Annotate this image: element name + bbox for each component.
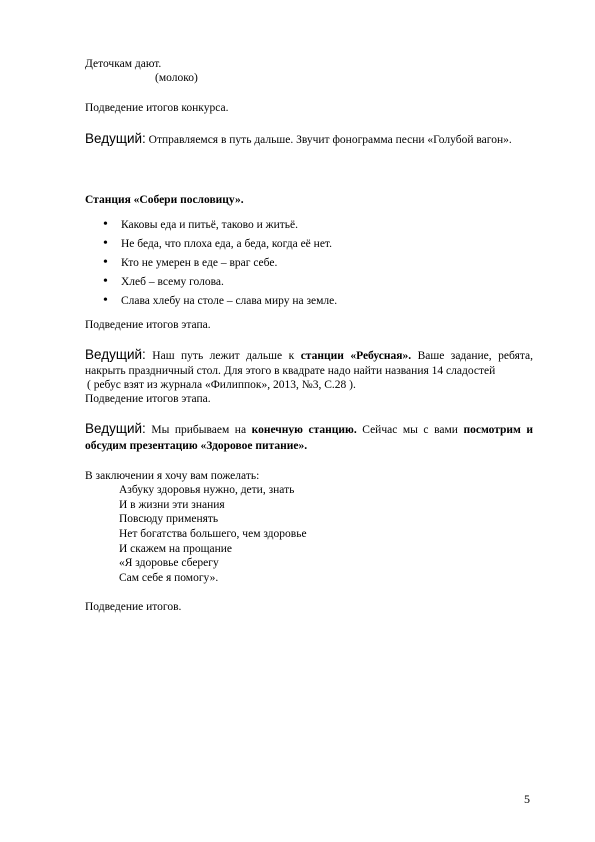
host-text: Отправляемся в путь дальше. Звучит фонограмма песни «Голубой вагон». <box>148 134 512 146</box>
station-title-text: Станция «Собери пословицу». <box>85 194 244 206</box>
poem <box>119 483 307 586</box>
summary-contest: Подведение итогов конкурса. <box>85 102 229 114</box>
farewell-intro: В заключении я хочу вам пожелать: <box>85 470 260 482</box>
list-item: • Слава хлебу на столе – слава миру на земле. <box>103 294 337 313</box>
list-item: • Кто не умерен в еде – враг себе. <box>103 256 337 275</box>
host-label: Ведущий: <box>85 421 146 436</box>
poem-line: Повсюду применять <box>119 513 219 526</box>
summary-stage-1: Подведение итогов этапа. <box>85 319 211 331</box>
summary-final: Подведение итогов. <box>85 601 182 613</box>
host-line-3 <box>85 422 533 437</box>
answer-milk: (молоко) <box>155 72 198 84</box>
page-number: 5 <box>524 792 530 806</box>
list-item: • Хлеб – всему голова. <box>103 275 337 294</box>
poem-line: И скажем на прощание <box>119 542 233 555</box>
final-station: конечную станцию. <box>251 424 357 436</box>
text-line-kids-give: Деточкам дают. <box>85 58 162 70</box>
host-text: Ваше задание, ребята, <box>417 350 533 362</box>
host-label: Ведущий: <box>85 347 146 362</box>
list-item: • Не беда, что плоха еда, а беда, когда её нет. <box>103 237 337 256</box>
poem-line: Сам себе я помогу». <box>119 572 219 585</box>
proverb-list <box>103 218 337 313</box>
host-line-1 <box>85 132 512 147</box>
host-label: Ведущий: <box>85 131 146 146</box>
poem-line: «Я здоровье сберегу <box>119 557 219 570</box>
rebus-source: ( ребус взят из журнала «Филиппок», 2013, №3, С.28 ). <box>87 379 356 391</box>
host-text: Наш путь лежит дальше к <box>152 350 295 362</box>
list-item: • Каковы еда и питьё, таково и житьё. <box>103 218 337 237</box>
station-name: станции «Ребусная». <box>300 350 412 362</box>
presentation-title: обсудим презентацию «Здоровое питание». <box>85 440 308 452</box>
station-title <box>85 193 244 207</box>
host-text: Сейчас мы с вами <box>362 424 458 436</box>
summary-stage-2: Подведение итогов этапа. <box>85 393 211 405</box>
host-bold-text: посмотрим и <box>463 424 534 436</box>
poem-line: Нет богатства большего, чем здоровье <box>119 528 307 541</box>
poem-line: И в жизни эти знания <box>119 498 225 511</box>
host-line-2 <box>85 348 533 363</box>
presentation-line <box>85 439 307 453</box>
host-line-2-cont: накрыть праздничный стол. Для этого в квадрате надо найти названия 14 сладостей <box>85 365 496 377</box>
host-text: Мы прибываем на <box>151 424 247 436</box>
poem-line: Азбуку здоровья нужно, дети, знать <box>119 484 295 496</box>
